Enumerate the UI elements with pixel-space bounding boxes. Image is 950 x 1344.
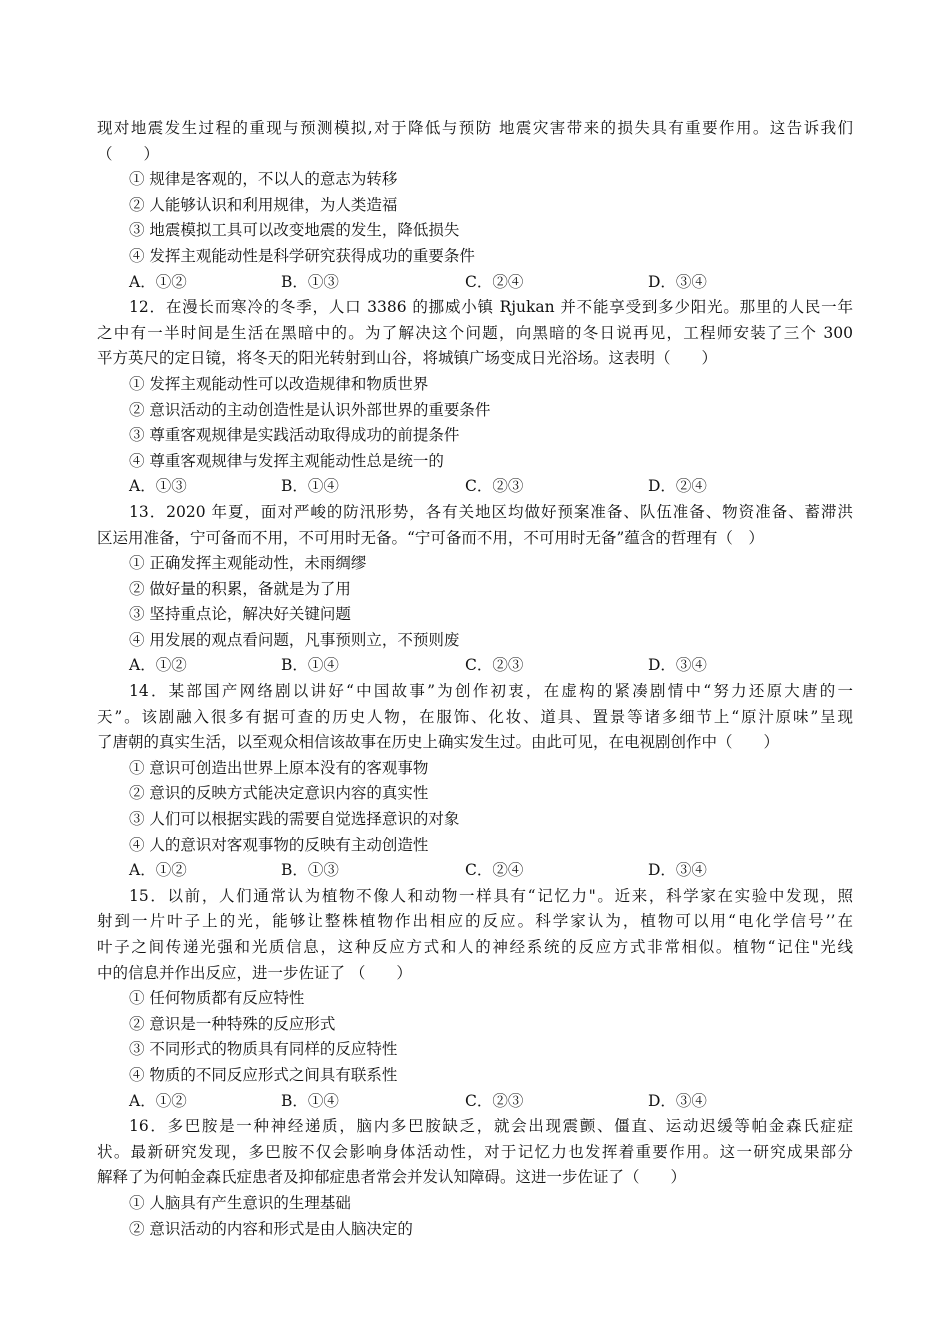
choice-c: C．②③ <box>465 1091 524 1110</box>
question-text-line: 平方英尺的定日镜，将冬天的阳光转射到山谷，将城镇广场变成日光浴场。这表明（ ） <box>97 349 718 368</box>
answer-choices <box>97 858 853 884</box>
question-text-line: 区运用准备，宁可备而不用，不可用时无备。“宁可备而不用，不可用时无备”蕴含的哲理有（ ） <box>97 528 764 547</box>
choice-b: B．①④ <box>281 656 339 675</box>
question-text-line: 了唐朝的真实生活，以至观众相信该故事在历史上确实发生过。由此可见，在电视剧创作中（ ） <box>97 733 780 752</box>
question-text-line: 叶子之间传递光强和光质信息，这种反应方式和人的神经系统的反应方式非常相似。植物“记住"光线 <box>97 938 853 956</box>
answer-choices <box>97 653 853 679</box>
choice-a: A．①② <box>129 1091 187 1110</box>
question-text-line: 中的信息并作出反应，进一步佐证了 （ ） <box>97 963 412 982</box>
choice-a: A．①② <box>129 861 187 880</box>
option-1: ① 任何物质都有反应特性 <box>129 989 305 1008</box>
option-3: ③ 地震模拟工具可以改变地震的发生，降低损失 <box>129 221 460 240</box>
choice-c: C．②③ <box>465 656 524 675</box>
answer-choices <box>97 474 853 500</box>
option-3: ③ 不同形式的物质具有同样的反应特性 <box>129 1040 398 1059</box>
question-text-line: 14．某部国产网络剧以讲好“中国故事”为创作初衷，在虚构的紧凑剧情中“努力还原大唐的一 <box>129 682 853 701</box>
question-text-line: 12．在漫长而寒冷的冬季，人口 3386 的挪威小镇 Rjukan 并不能享受到多少阳光。那里的人民一年 <box>129 298 853 317</box>
option-1: ① 规律是客观的，不以人的意志为转移 <box>129 170 398 189</box>
option-1: ① 意识可创造出世界上原本没有的客观事物 <box>129 758 429 777</box>
option-1: ① 人脑具有产生意识的生理基础 <box>129 1193 351 1212</box>
choice-c: C．②③ <box>465 477 524 496</box>
choice-d: D．③④ <box>648 656 707 675</box>
choice-b: B．①④ <box>281 1091 339 1110</box>
question-text-line: 16．多巴胺是一种神经递质，脑内多巴胺缺乏，就会出现震颤、僵直、运动迟缓等帕金森氏症症 <box>129 1117 853 1136</box>
question-11-continuation <box>97 116 853 295</box>
choice-a: A．①② <box>129 272 187 291</box>
option-4: ④ 发挥主观能动性是科学研究获得成功的重要条件 <box>129 246 475 265</box>
question-13 <box>97 500 853 679</box>
option-2: ② 做好量的积累，备就是为了用 <box>129 579 351 598</box>
option-2: ② 意识活动的主动创造性是认识外部世界的重要条件 <box>129 400 491 419</box>
choice-a: A．①② <box>129 656 187 675</box>
choice-a: A．①③ <box>129 477 187 496</box>
question-text-line: 天”。该剧融入很多有据可查的历史人物，在服饰、化妆、道具、置景等诸多细节上“原汁原味”呈现 <box>97 707 853 726</box>
question-text-line: 现对地震发生过程的重现与预测模拟,对于降低与预防 地震灾害带来的损失具有重要作用。这告诉我们 <box>97 119 853 137</box>
question-15 <box>97 884 853 1114</box>
option-4: ④ 人的意识对客观事物的反映有主动创造性 <box>129 835 429 854</box>
choice-b: B．①③ <box>281 861 339 880</box>
option-2: ② 意识的反映方式能决定意识内容的真实性 <box>129 784 429 803</box>
answer-choices <box>97 270 853 296</box>
option-4: ④ 用发展的观点看问题，凡事预则立，不预则废 <box>129 630 460 649</box>
question-14 <box>97 679 853 884</box>
question-text-line: 射到一片叶子上的光，能够让整株植物作出相应的反应。科学家认为，植物可以用“电化学信号’’在 <box>97 912 854 931</box>
choice-d: D．②④ <box>648 477 707 496</box>
option-2: ② 意识是一种特殊的反应形式 <box>129 1014 336 1033</box>
choice-c: C．②④ <box>465 272 524 291</box>
choice-d: D．③④ <box>648 272 707 291</box>
choice-d: D．③④ <box>648 861 707 880</box>
option-1: ① 发挥主观能动性可以改造规律和物质世界 <box>129 374 429 393</box>
question-text-line: 解释了为何帕金森氏症患者及抑郁症患者常会并发认知障碍。这进一步佐证了（ ） <box>97 1168 687 1187</box>
option-1: ① 正确发挥主观能动性，未雨绸缪 <box>129 554 367 573</box>
question-text-line: 之中有一半时间是生活在黑暗中的。为了解决这个问题，向黑暗的冬日说再见，工程师安装了三个 300 <box>97 323 853 342</box>
option-4: ④ 物质的不同反应形式之间具有联系性 <box>129 1065 398 1084</box>
question-text-line: 13．2020 年夏，面对严峻的防汛形势，各有关地区均做好预案准备、队伍准备、物资准备、蓄滞洪 <box>129 502 853 521</box>
option-3: ③ 尊重客观规律是实践活动取得成功的前提条件 <box>129 426 460 445</box>
answer-blank: （ ） <box>97 144 160 163</box>
answer-choices <box>97 1089 853 1115</box>
option-3: ③ 人们可以根据实践的需要自觉选择意识的对象 <box>129 810 460 829</box>
choice-c: C．②④ <box>465 861 524 880</box>
choice-b: B．①③ <box>281 272 339 291</box>
option-2: ② 人能够认识和利用规律，为人类造福 <box>129 195 398 214</box>
document-page <box>97 116 853 1242</box>
option-2: ② 意识活动的内容和形式是由人脑决定的 <box>129 1219 413 1238</box>
choice-d: D．③④ <box>648 1091 707 1110</box>
question-16 <box>97 1114 853 1242</box>
option-3: ③ 坚持重点论，解决好关键问题 <box>129 605 351 624</box>
question-text-line: 15．以前，人们通常认为植物不像人和动物一样具有“记忆力"。近来，科学家在实验中发现，照 <box>129 886 853 905</box>
choice-b: B．①④ <box>281 477 339 496</box>
question-text-line: 状。最新研究发现，多巴胺不仅会影响身体活动性，对于记忆力也发挥着重要作用。这一研究成果部分 <box>97 1142 853 1161</box>
question-12 <box>97 295 853 500</box>
option-4: ④ 尊重客观规律与发挥主观能动性总是统一的 <box>129 451 444 470</box>
